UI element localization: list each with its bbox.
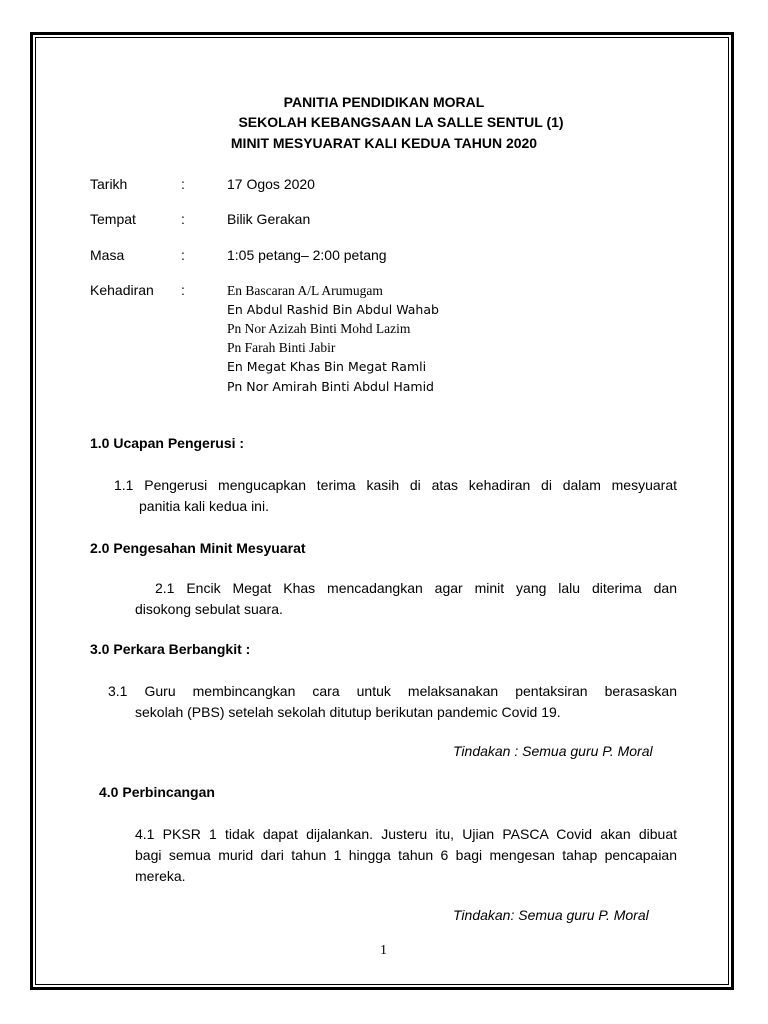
attendee-name: Pn Farah Binti Jabir bbox=[227, 340, 336, 355]
attendee-name: En Abdul Rashid Bin Abdul Wahab bbox=[227, 302, 439, 317]
page-number: 1 bbox=[380, 943, 387, 958]
attendee-name: En Megat Khas Bin Megat Ramli bbox=[227, 359, 427, 374]
section-heading-3: 3.0 Perkara Berbangkit : bbox=[90, 641, 251, 657]
detail-colon: : bbox=[181, 211, 185, 227]
detail-label-tempat: Tempat bbox=[90, 211, 136, 227]
detail-colon: : bbox=[181, 176, 185, 192]
section-4-1-line2: bagi semua murid dari tahun 1 hingga tahun 6 bagi mengesan tahap pencapaian bbox=[135, 847, 677, 863]
section-heading-4: 4.0 Perbincangan bbox=[99, 784, 215, 800]
detail-value-tarikh: 17 Ogos 2020 bbox=[227, 176, 315, 192]
doc-title-line2: SEKOLAH KEBANGSAAN LA SALLE SENTUL (1) bbox=[238, 114, 564, 130]
section-3-1-line2: sekolah (PBS) setelah sekolah ditutup berikutan pandemic Covid 19. bbox=[135, 704, 561, 720]
section-heading-2: 2.0 Pengesahan Minit Mesyuarat bbox=[90, 540, 306, 556]
detail-label-tarikh: Tarikh bbox=[90, 176, 128, 192]
detail-value-tempat: Bilik Gerakan bbox=[227, 211, 311, 227]
section-1-1-line1: 1.1 Pengerusi mengucapkan terima kasih di atas kehadiran di dalam mesyuarat bbox=[114, 477, 677, 493]
attendee-name: En Bascaran A/L Arumugam bbox=[227, 283, 383, 298]
section-heading-1: 1.0 Ucapan Pengerusi : bbox=[90, 435, 245, 451]
doc-title-line1: PANITIA PENDIDIKAN MORAL bbox=[283, 94, 485, 110]
detail-value-masa: 1:05 petang– 2:00 petang bbox=[227, 247, 387, 263]
detail-colon: : bbox=[181, 282, 185, 298]
detail-colon: : bbox=[181, 247, 185, 263]
section-3-action: Tindakan : Semua guru P. Moral bbox=[453, 743, 653, 759]
attendee-name: Pn Nor Azizah Binti Mohd Lazim bbox=[227, 321, 411, 336]
section-3-1-line1: 3.1 Guru membincangkan cara untuk melaksanakan pentaksiran berasaskan bbox=[108, 683, 677, 699]
section-2-1-line1: 2.1 Encik Megat Khas mencadangkan agar minit yang lalu diterima dan bbox=[155, 580, 677, 596]
doc-title-line3: MINIT MESYUARAT KALI KEDUA TAHUN 2020 bbox=[230, 135, 538, 151]
section-1-1-line2: panitia kali kedua ini. bbox=[139, 498, 269, 514]
attendance-label: Kehadiran bbox=[90, 282, 154, 298]
section-4-1-line3: mereka. bbox=[135, 868, 186, 884]
detail-label-masa: Masa bbox=[90, 247, 125, 263]
attendee-name: Pn Nor Amirah Binti Abdul Hamid bbox=[227, 379, 434, 394]
section-4-1-line1: 4.1 PKSR 1 tidak dapat dijalankan. Justeru itu, Ujian PASCA Covid akan dibuat bbox=[135, 826, 677, 842]
section-4-action: Tindakan: Semua guru P. Moral bbox=[453, 907, 649, 923]
section-2-1-line2: disokong sebulat suara. bbox=[135, 601, 283, 617]
